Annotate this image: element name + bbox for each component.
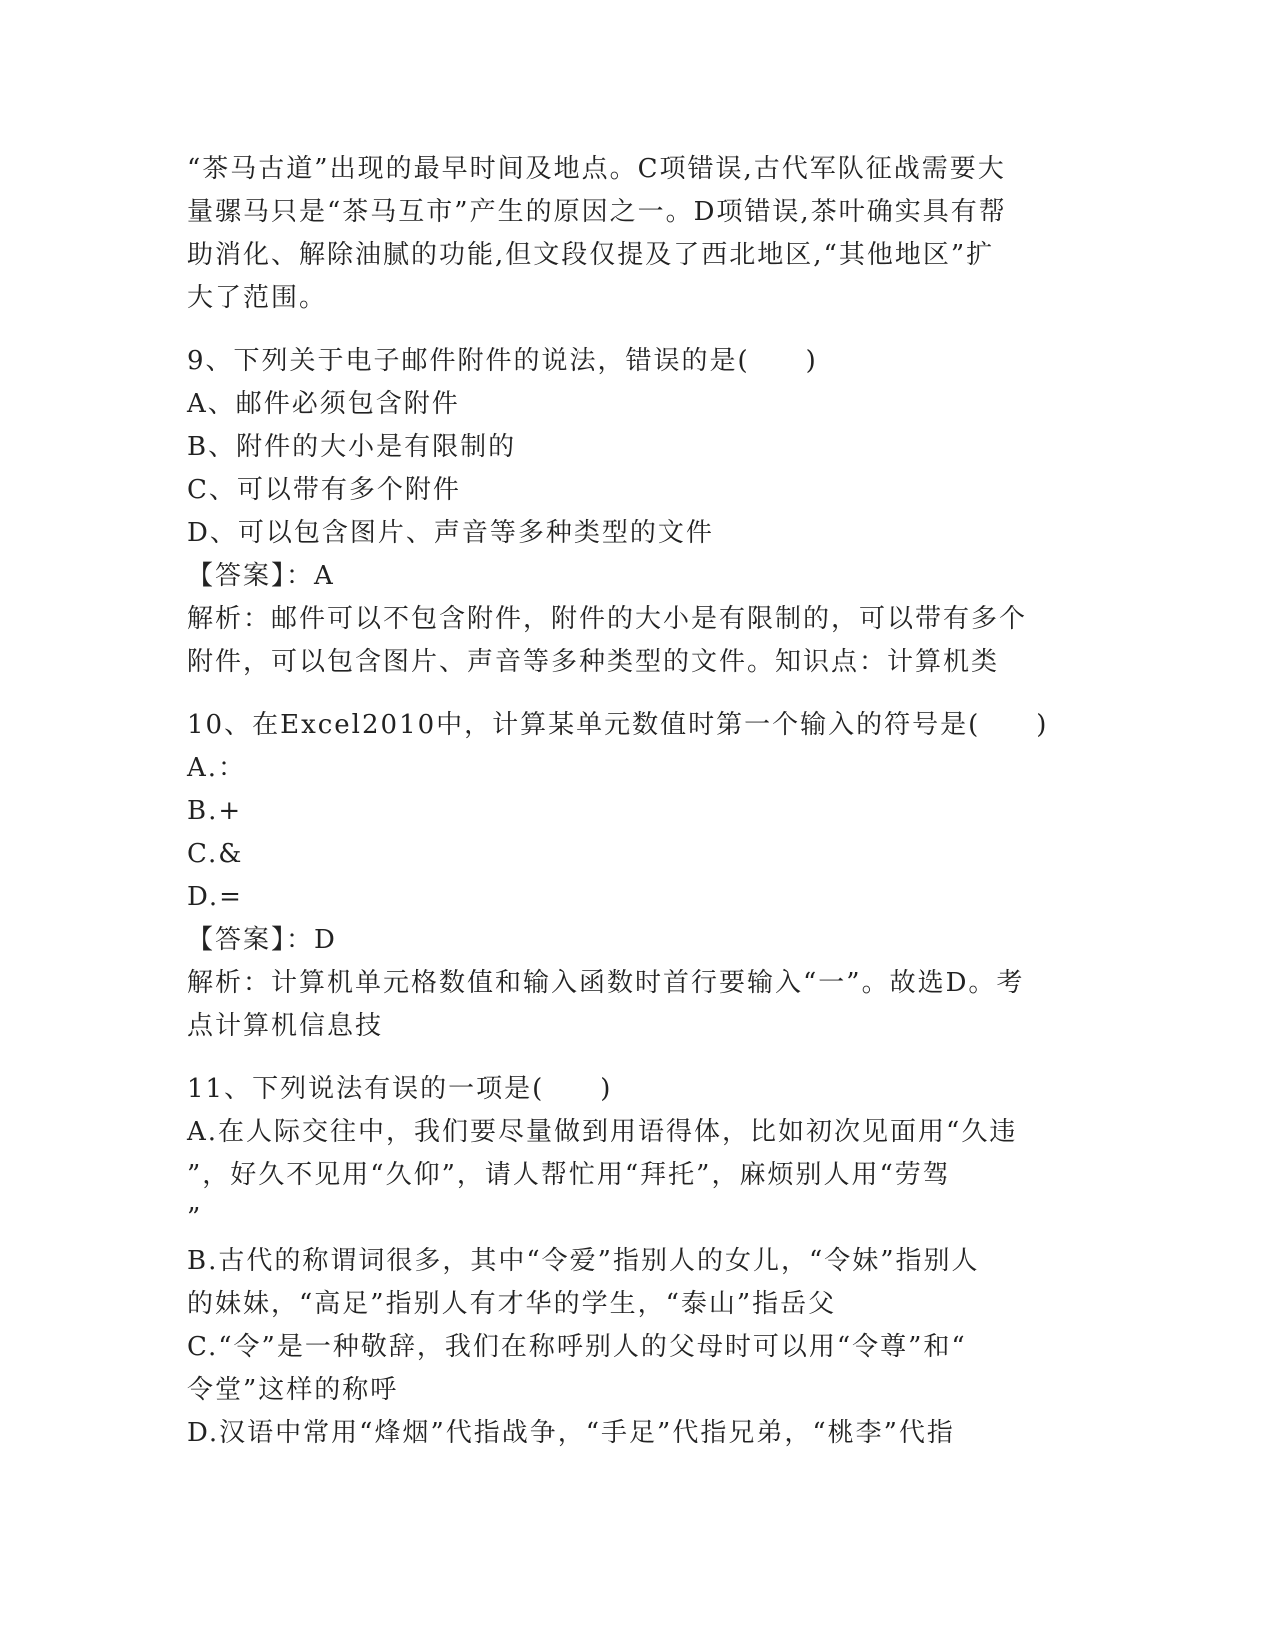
option-c: C.“令”是一种敬辞，我们在称呼别人的父母时可以用“令尊”和“ [187, 1332, 967, 1362]
analysis-line: 解析：邮件可以不包含附件，附件的大小是有限制的，可以带有多个 [187, 604, 1028, 634]
analysis-line: 解析：计算机单元格数值和输入函数时首行要输入“一”。故选D。考 [187, 968, 1025, 998]
question-9 [187, 340, 1087, 684]
option-b-cont: 的妹妹，“高足”指别人有才华的学生，“泰山”指岳父 [187, 1289, 837, 1319]
answer: 【答案】：A [187, 561, 335, 591]
option-d: D.= [187, 882, 243, 912]
text-line: 量骡马只是“茶马互市”产生的原因之一。D项错误,茶叶确实具有帮 [187, 197, 1007, 227]
spacer [187, 320, 1087, 340]
question-text: 10、在Excel2010中，计算某单元数值时第一个输入的符号是( ) [187, 710, 1049, 740]
option-c-cont: 令堂”这样的称呼 [187, 1375, 399, 1405]
question-11 [187, 1068, 1087, 1455]
intro-paragraph [187, 148, 1087, 320]
option-a: A.在人际交往中，我们要尽量做到用语得体，比如初次见面用“久违 [187, 1117, 1018, 1147]
option-a-cont: ” [187, 1203, 203, 1233]
text-line: “茶马古道”出现的最早时间及地点。C项错误,古代军队征战需要大 [187, 154, 1006, 184]
page-content [187, 148, 1087, 1455]
option-a: A.： [187, 753, 247, 783]
spacer [187, 1048, 1087, 1068]
analysis-line: 点计算机信息技 [187, 1011, 384, 1041]
question-text: 9、下列关于电子邮件附件的说法，错误的是( ) [187, 346, 818, 376]
option-b: B、附件的大小是有限制的 [187, 432, 517, 462]
answer: 【答案】：D [187, 925, 337, 955]
text-line: 助消化、解除油腻的功能,但文段仅提及了西北地区,“其他地区”扩 [187, 240, 995, 270]
option-d: D、可以包含图片、声音等多种类型的文件 [187, 518, 714, 548]
analysis-line: 附件，可以包含图片、声音等多种类型的文件。知识点：计算机类 [187, 647, 1000, 677]
option-d: D.汉语中常用“烽烟”代指战争，“手足”代指兄弟，“桃李”代指 [187, 1418, 955, 1448]
question-10 [187, 704, 1087, 1048]
option-c: C.& [187, 839, 244, 869]
option-b: B.古代的称谓词很多，其中“令爱”指别人的女儿，“令妹”指别人 [187, 1246, 980, 1276]
question-text: 11、下列说法有误的一项是( ) [187, 1074, 613, 1104]
option-c: C、可以带有多个附件 [187, 475, 461, 505]
option-a-cont: ”，好久不见用“久仰”，请人帮忙用“拜托”，麻烦别人用“劳驾 [187, 1160, 951, 1190]
text-line: 大了范围。 [187, 283, 328, 313]
option-b: B.+ [187, 796, 243, 826]
option-a: A、邮件必须包含附件 [187, 389, 460, 419]
spacer [187, 684, 1087, 704]
